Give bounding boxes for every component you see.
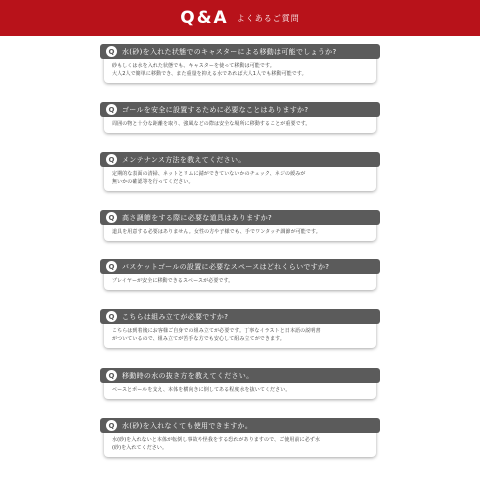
faq-answer-line: こちらは到着後にお客様ご自身での組み立てが必要です。丁寧なイラストと日本語の説明書 (112, 328, 321, 334)
faq-answer-box (104, 429, 376, 457)
faq-answer-line: 無いかの確認等を行ってください。 (112, 179, 194, 185)
faq-answer-box (104, 320, 376, 348)
faq-answer-line: 道具を用意する必要はありません。女性の方や子様でも、手でワンタッチ調節が可能です。 (112, 229, 321, 235)
question-badge-icon: Q (106, 46, 117, 57)
faq-item (100, 210, 380, 241)
faq-question-text: 水(砂)を入れた状態でのキャスターによる移動は可能でしょうか? (122, 47, 337, 56)
question-badge-icon: Q (106, 261, 117, 272)
question-badge-icon: Q (106, 104, 117, 115)
faq-question-text: メンテナンス方法を教えてください。 (122, 155, 246, 164)
question-badge-icon: Q (106, 370, 117, 381)
faq-item (100, 44, 380, 83)
faq-question-text: 水(砂)を入れなくても使用できますか。 (122, 421, 253, 430)
qa-header (0, 0, 480, 36)
faq-question-text: 移動時の水の抜き方を教えてください。 (122, 371, 254, 380)
faq-answer-box (104, 55, 376, 83)
question-badge-icon: Q (106, 420, 117, 431)
faq-answer-line: (砂)を入れてください。 (112, 445, 168, 451)
faq-answer-line: 砂もしくは水を入れた状態でも、キャスターを使って移動は可能です。 (112, 63, 275, 69)
faq-answer-line: 水(砂)を入れないと本体が転倒し事故や怪我をする恐れがありますので、ご使用前に必ず水 (112, 437, 321, 443)
faq-item (100, 368, 380, 399)
faq-item (100, 418, 380, 457)
faq-question-bar (100, 309, 380, 324)
faq-answer-line: がついているので、組み立てが苦手な方でも安心して組み立てができます。 (112, 336, 285, 342)
faq-answer-line: 周囲の物と十分な距離を取り、強風などの際は安全な場所に移動することが重要です。 (112, 121, 311, 127)
qa-logo: Q&A (180, 8, 229, 28)
faq-question-bar (100, 210, 380, 225)
qa-subtitle: よくあるご質問 (236, 13, 300, 23)
faq-item (100, 102, 380, 133)
faq-answer-line: プレイヤーが安全に移動できるスペースが必要です。 (112, 278, 234, 284)
faq-question-bar (100, 368, 380, 383)
faq-item (100, 152, 380, 191)
faq-question-bar (100, 44, 380, 59)
faq-question-text: こちらは組み立てが必要ですか? (122, 312, 229, 321)
faq-answer-line: 大人2人で簡単に移動でき、また重量を抑える水であれば大人1人でも移動可能です。 (112, 71, 307, 77)
faq-answer-line: ベースとポールを支え、本体を横向きに倒してある程度水を抜いてください。 (112, 387, 291, 393)
faq-question-bar (100, 152, 380, 167)
faq-question-text: 高さ調節をする際に必要な道具はありますか? (122, 213, 273, 222)
faq-item (100, 309, 380, 348)
question-badge-icon: Q (106, 212, 117, 223)
question-badge-icon: Q (106, 311, 117, 322)
question-badge-icon: Q (106, 154, 117, 165)
faq-question-bar (100, 259, 380, 274)
faq-answer-line: 定期的な表面の清掃、ネットとリムに錆ができていないかのチェック、ネジの緩みが (112, 171, 306, 177)
faq-question-bar (100, 102, 380, 117)
faq-question-text: ゴールを安全に設置するために必要なことはありますか? (122, 105, 309, 114)
faq-question-text: バスケットゴールの設置に必要なスペースはどれくらいですか? (122, 262, 330, 271)
faq-question-bar (100, 418, 380, 433)
faq-item (100, 259, 380, 290)
faq-answer-box (104, 163, 376, 191)
